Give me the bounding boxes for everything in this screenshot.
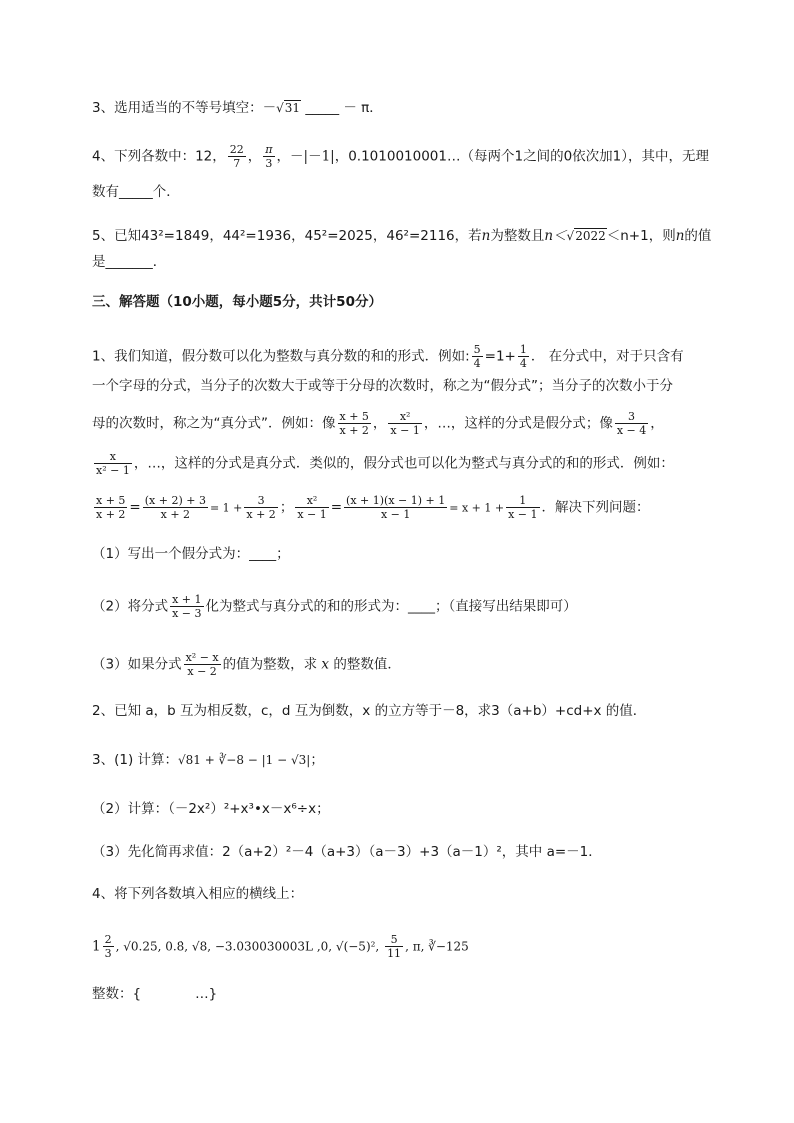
p1-eq-mid: =1+: [484, 348, 516, 365]
q4-prefix: 4、下列各数中：12，: [92, 148, 226, 165]
p1-frac-x2x-x2: $\frac{\text{x² − x}}{x - 2}$: [185, 651, 219, 678]
problem-2: 2、已知 a，b 互为相反数，c，d 互为倒数，x 的立方等于－8，求3（a+b）+cd+x 的值．: [92, 703, 647, 719]
p1-line5-example: $\frac{x + 5}{x + 2}$ = $\frac{(x + 2) + 3}{x + 2}$ = 1 + $\frac{3}{x + 2}$ ； $\frac{\text{x²}}{x - 1}$ = $\frac{(x + 1)(x - 1) + 1}{x - 1}$ = x + 1 + $\frac{1}{x - 1}$ ．解决下列问题：: [96, 494, 650, 521]
p1-line1: [92, 343, 684, 370]
section-title: 三、解答题（10小题，每小题5分，共计50分）: [92, 294, 382, 310]
p3-sub1: [92, 750, 324, 770]
p3-s1-prefix: 3、(1) 计算：: [92, 752, 179, 768]
p1-frac-x-x21: $\frac{x}{\text{x² − 1}}$: [96, 450, 130, 477]
p4-title: 4、将下列各数填入相应的横线上：: [92, 886, 304, 902]
p1-s2a: （2）将分式: [92, 598, 169, 615]
p1-sub2: [92, 593, 577, 620]
p1-l1a: 1、我们知道，假分数可以化为整数与真分数的和的形式．例如:: [92, 348, 470, 365]
p1-frac-x2-x1: $\frac{\text{x²}}{x - 1}$: [390, 410, 420, 437]
q4-fraction-pi-3: $\frac{\pi}{3}$: [265, 143, 273, 170]
p4-numbers: 1 $\frac{2}{3}$ , √0.25, 0.8̇, √8, −3.030030003L ,0, √(−5)², $\frac{5}{11}$ , π, ∛−125: [92, 933, 469, 960]
p1-frac-3-x4: $\frac{3}{x - 4}$: [616, 410, 647, 437]
ex-frac-6: $\frac{1}{x - 1}$: [508, 494, 538, 521]
p1-s3c: 的整数值．: [333, 656, 401, 673]
ex-frac-3: $\frac{3}{x + 2}$: [246, 494, 276, 521]
p1-line2: 一个字母的分式，当分子的次数大于或等于分母的次数时，称之为“假分式”；当分子的次数小于分: [92, 378, 673, 394]
p1-frac-x5-x2: $\frac{x + 5}{x + 2}$: [339, 410, 369, 437]
p1-l4b: ，…，这样的分式是真分式．类似的，假分式也可以化为整式与真分式的和的形式．例如：: [133, 455, 674, 472]
q5-n: n: [481, 228, 491, 244]
q5-prefix: 5、已知43²=1849，44²=1936，45²=2025，46²=2116，若: [92, 228, 482, 244]
p1-frac-1-4: $\frac{1}{4}$: [519, 343, 527, 370]
q5-mid: 为整数且: [490, 228, 545, 244]
question-4-list: 4、下列各数中：12， $\frac{22}{7}$ ， $\frac{\pi}{3}$ ，－|－1|，0.1010010001…（每两个1之间的0依次加1），其中，无理: [92, 143, 709, 170]
question-3-fill: [92, 98, 383, 118]
q4-fraction-22-7: $\frac{22}{7}$: [229, 143, 244, 170]
q5-n2: n: [675, 228, 685, 244]
p1-line4: [92, 450, 674, 477]
ex-frac-5: $\frac{(x + 1)(x - 1) + 1}{x - 1}$: [346, 494, 446, 521]
p3-sub2: （2）计算：（－2x²）²+x³•x－x⁶÷x；: [92, 801, 330, 817]
q5-after: ＜n+1，则: [606, 228, 676, 244]
ex-frac-4: $\frac{\text{x²}}{x - 1}$: [297, 494, 327, 521]
p1-frac-5-4: $\frac{5}{4}$: [473, 343, 481, 370]
q3-suffix: － π．: [343, 100, 383, 116]
p1-l5-tail: ．解决下列问题：: [541, 499, 650, 516]
q4-line2: 数有_____个．: [92, 184, 180, 200]
p3-s1-tail: ；: [310, 752, 324, 768]
p1-l1b: ． 在分式中，对于只含有: [530, 348, 684, 365]
question-5: [92, 226, 711, 246]
p4-integers: 整数：{ …}: [92, 986, 218, 1002]
q5-line2: 是_______．: [92, 254, 167, 270]
p1-l3a: 母的次数时，称之为“真分式”．例如：像: [92, 415, 336, 432]
p4-frac-2-3: $\frac{2}{3}$: [104, 933, 112, 960]
ex-frac-2: $\frac{(x + 2) + 3}{x + 2}$: [144, 494, 206, 521]
p3-sub3: （3）先化简再求值：2（a+2）²－4（a+3）（a－3）+3（a－1）²，其中 a=－1．: [92, 844, 602, 860]
p3-s1-expr: √81 + ∛−8 − |1 − √3|: [178, 753, 311, 767]
p4-numbers-text: 0.8̇, √8, −3.030030003L ,0, √(−5)²,: [165, 939, 384, 954]
q4-rest: ，0.1010010001…（每两个1之间的0依次加1），其中，无理: [334, 148, 709, 165]
p1-s3x: x: [321, 656, 330, 673]
ex-frac-1: $\frac{x + 5}{x + 2}$: [96, 494, 126, 521]
p1-sub1: （1）写出一个假分式为：____；: [92, 546, 290, 562]
q4-abs: －|－1|: [290, 148, 335, 165]
q3-blank: _____: [305, 100, 340, 116]
p1-s2b: 化为整式与真分式的和的形式为：____；（直接写出结果即可）: [205, 598, 577, 615]
q5-tail: 的值: [684, 228, 712, 244]
q5-ineq: n＜: [544, 228, 567, 244]
p1-sub3: [92, 651, 401, 678]
q3-prefix: 3、选用适当的不等号填空：－: [92, 100, 277, 116]
p1-s3a: （3）如果分式: [92, 656, 182, 673]
p1-l3b: ，…，这样的分式是假分式；像: [423, 415, 613, 432]
p1-s3b: 的值为整数，求: [222, 656, 318, 673]
q3-sqrt: √31: [276, 101, 301, 115]
p1-line3: 母的次数时，称之为“真分式”．例如：像 $\frac{x + 5}{x + 2}$ ， $\frac{\text{x²}}{x - 1}$ ，…，这样的分式是假分式；像 $\frac{3}{x - 4}$ ，: [92, 410, 664, 437]
q5-sqrt: √2022: [566, 229, 606, 243]
p1-frac-x1-x3: $\frac{x + 1}{x - 3}$: [172, 593, 202, 620]
p4-frac-5-11: $\frac{5}{11}$: [387, 933, 402, 960]
